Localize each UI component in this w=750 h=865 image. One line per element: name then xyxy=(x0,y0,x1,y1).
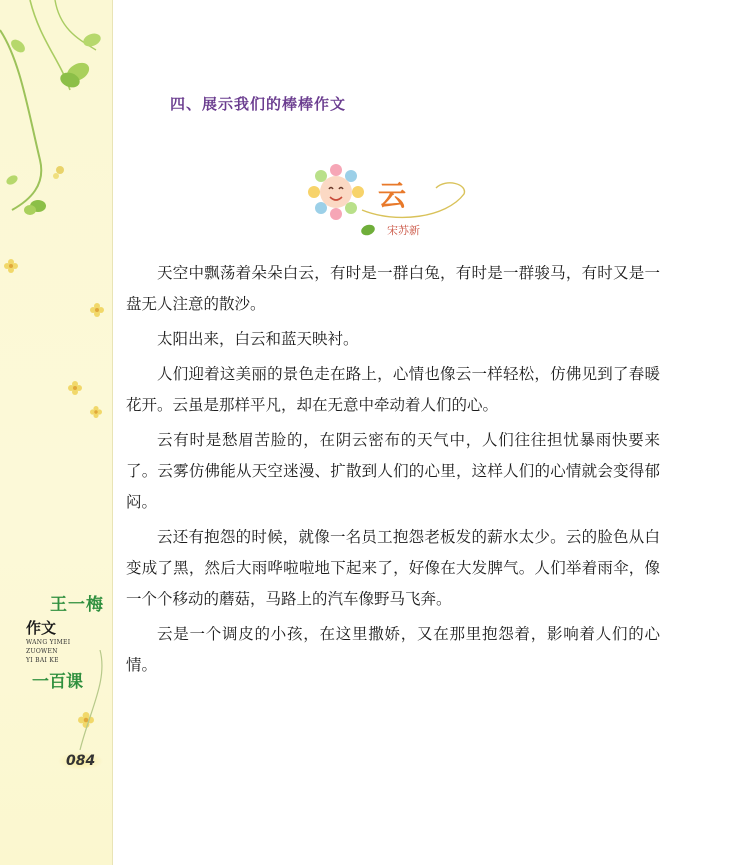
vine-decoration xyxy=(0,0,112,250)
paragraph: 太阳出来，白云和蓝天映衬。 xyxy=(157,330,359,348)
paragraph: 云有时是愁眉苦脸的，在阴云密布的天气中，人们往往担忧暴雨快要来了。云雾仿佛能从天空迷漫、扩散到人们的心里，这样人们的心情就会变得郁闷。 xyxy=(126,431,660,511)
series-title-line2: 作文 xyxy=(26,619,57,637)
series-pinyin-1: WANG YIMEI xyxy=(26,639,71,646)
paragraph: 云是一个调皮的小孩，在这里撒娇，又在那里抱怨着，影响着人们的心情。 xyxy=(126,625,660,674)
series-title-line1: 王一梅 xyxy=(50,595,104,615)
series-pinyin-2: ZUOWEN xyxy=(26,648,58,655)
decorative-sidebar xyxy=(0,0,112,865)
essay-title: 云 xyxy=(378,179,407,212)
section-heading: 四、展示我们的棒棒作文 xyxy=(170,95,347,113)
paragraph: 云还有抱怨的时候，就像一名员工抱怨老板发的薪水太少。云的脸色从白变成了黑，然后大雨哗啦啦地下起来了，好像在大发脾气。人们举着雨伞，像一个个移动的蘑菇，马路上的汽车像野马飞奔。 xyxy=(126,528,660,608)
flower-icon xyxy=(4,258,18,277)
flower-icon xyxy=(90,302,104,321)
series-pinyin-3: YI BAI KE xyxy=(26,657,59,664)
paragraph: 天空中飘荡着朵朵白云，有时是一群白兔，有时是一群骏马，有时又是一盘无人注意的散沙。 xyxy=(126,264,660,313)
series-title-line3: 一百课 xyxy=(32,672,83,692)
paragraph: 人们迎着这美丽的景色走在路上，心情也像云一样轻松，仿佛见到了春暖花开。云虽是那样平凡，却在无意中牵动着人们的心。 xyxy=(126,365,660,414)
essay-body xyxy=(126,258,660,681)
page-divider xyxy=(112,0,113,865)
flower-icon xyxy=(90,403,102,422)
flower-icon xyxy=(68,380,82,399)
page-number: 084 xyxy=(58,752,103,770)
series-label xyxy=(26,590,112,692)
author-name: 宋苏新 xyxy=(387,224,420,237)
